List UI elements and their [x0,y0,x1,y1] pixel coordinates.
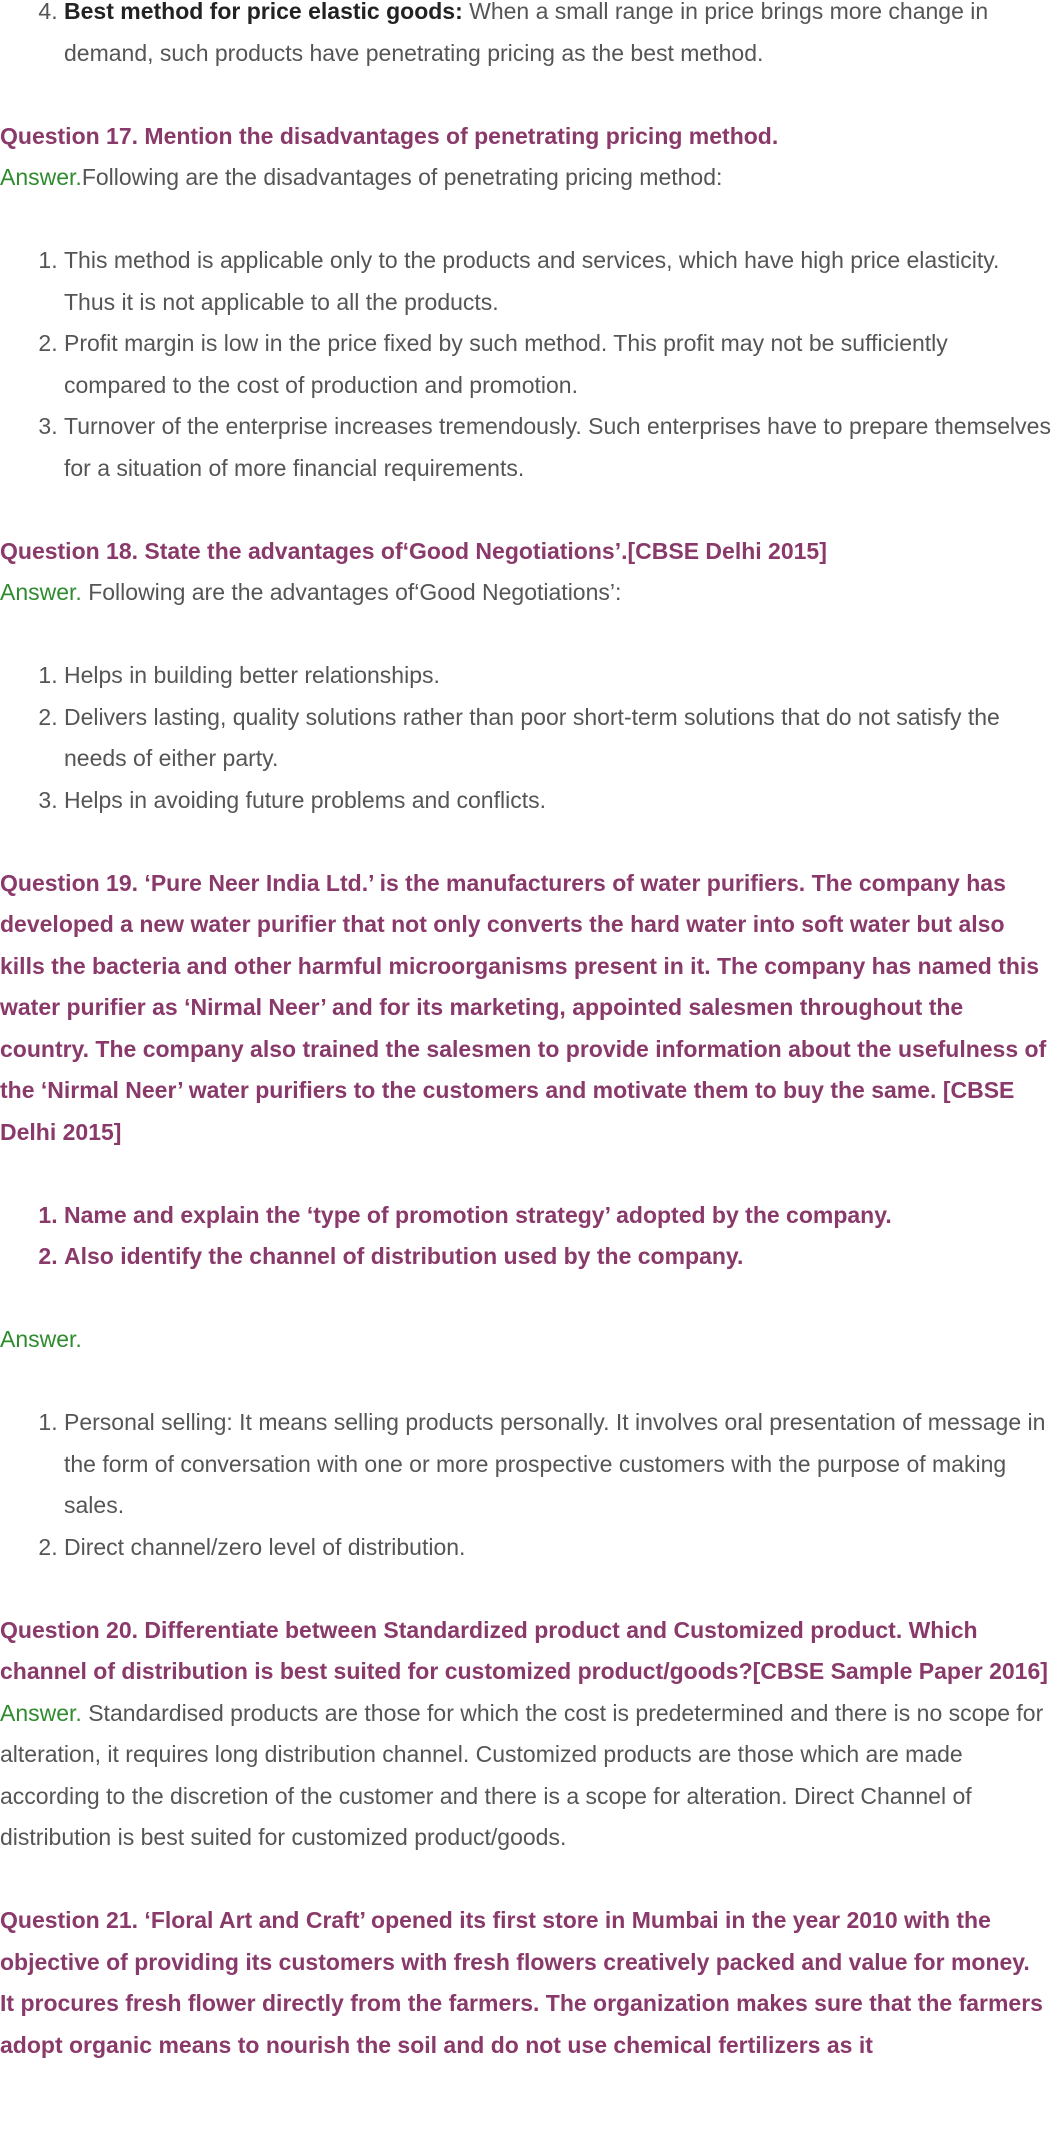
answer-text: Standardised products are those for which the cost is predetermined and there is no scope for alteration, it requires long distribution channel. Customized products are those which are made according to the discretion of the customer and there is a scope for alteration. Direct Channel of distribution is best suited for customized product/goods. [0,1699,1044,1850]
answer-label: Answer. [0,164,82,190]
intro-list [0,0,1053,74]
list-item: 3. Helps in avoiding future problems and conflicts. [64,780,1053,822]
answer-20 [0,1693,1053,1859]
answer-label: Answer. [0,1326,82,1352]
list-item: 1. Personal selling: It means selling products personally. It involves oral presentation of message in the form of conversation with one or more prospective customers with the purpose of making sales. [64,1402,1053,1527]
q19-sub-questions [0,1195,1053,1278]
answer-text: Following are the advantages of‘Good Negotiations’: [81,579,622,605]
answer-text: Following are the disadvantages of penetrating pricing method: [81,164,723,190]
answer-17 [0,157,1053,199]
list-item: 2. Also identify the channel of distribution used by the company. [64,1236,1053,1278]
list-item [64,0,1053,74]
q18-list [0,655,1053,821]
question-18: Question 18. State the advantages of‘Good Negotiations’.[CBSE Delhi 2015] [0,537,827,564]
question-17: Question 17. Mention the disadvantages of penetrating pricing method. [0,122,779,149]
answer-label: Answer. [0,579,82,605]
answer-19 [0,1319,1053,1361]
list-item: 2. Delivers lasting, quality solutions rather than poor short-term solutions that do not satisfy the needs of either party. [64,697,1053,780]
item-text: When a small range in price brings more change in demand, such products have penetrating pricing as the best method. [64,0,989,66]
item-bold-heading: Best method for price elastic goods: [64,0,463,24]
list-item: 2. Direct channel/zero level of distribution. [64,1527,1053,1569]
answer-18 [0,572,1053,614]
list-item: 3. Turnover of the enterprise increases tremendously. Such enterprises have to prepare themselves for a situation of more financial requirements. [64,406,1053,489]
question-21-continuation: It procures fresh flower directly from the farmers. The organization makes sure that the farmers adopt organic means to nourish the soil and do not use chemical fertilizers as it [0,1990,1043,2058]
question-21: Question 21. ‘Floral Art and Craft’ opened its first store in Mumbai in the year 2010 with the objective of providing its customers with fresh flowers creatively packed and value for money. [0,1907,1030,1975]
q19-answer-list [0,1402,1053,1568]
list-item: 2. Profit margin is low in the price fixed by such method. This profit may not be sufficiently compared to the cost of production and promotion. [64,323,1053,406]
list-item: 1. This method is applicable only to the products and services, which have high price elasticity. Thus it is not applicable to all the products. [64,240,1053,323]
question-19: Question 19. ‘Pure Neer India Ltd.’ is the manufacturers of water purifiers. The company has developed a new water purifier that not only converts the hard water into soft water but also kills the bacteria and other harmful microorganisms present in it. The company has named this water purifier as ‘Nirmal Neer’ and for its marketing, appointed salesmen throughout the country. The company also trained the salesmen to provide information about the usefulness of the ‘Nirmal Neer’ water purifiers to the customers and motivate them to buy the same. [CBSE Delhi 2015] [0,869,1047,1145]
answer-label: Answer. [0,1699,82,1726]
question-20: Question 20. Differentiate between Standardized product and Customized product. Which channel of distribution is best suited for customized product/goods?[CBSE Sample Paper 2016] [0,1616,1048,1684]
list-item: 1. Helps in building better relationships. [64,655,1053,697]
list-item: 1. Name and explain the ‘type of promotion strategy’ adopted by the company. [64,1195,1053,1237]
q17-list [0,240,1053,489]
